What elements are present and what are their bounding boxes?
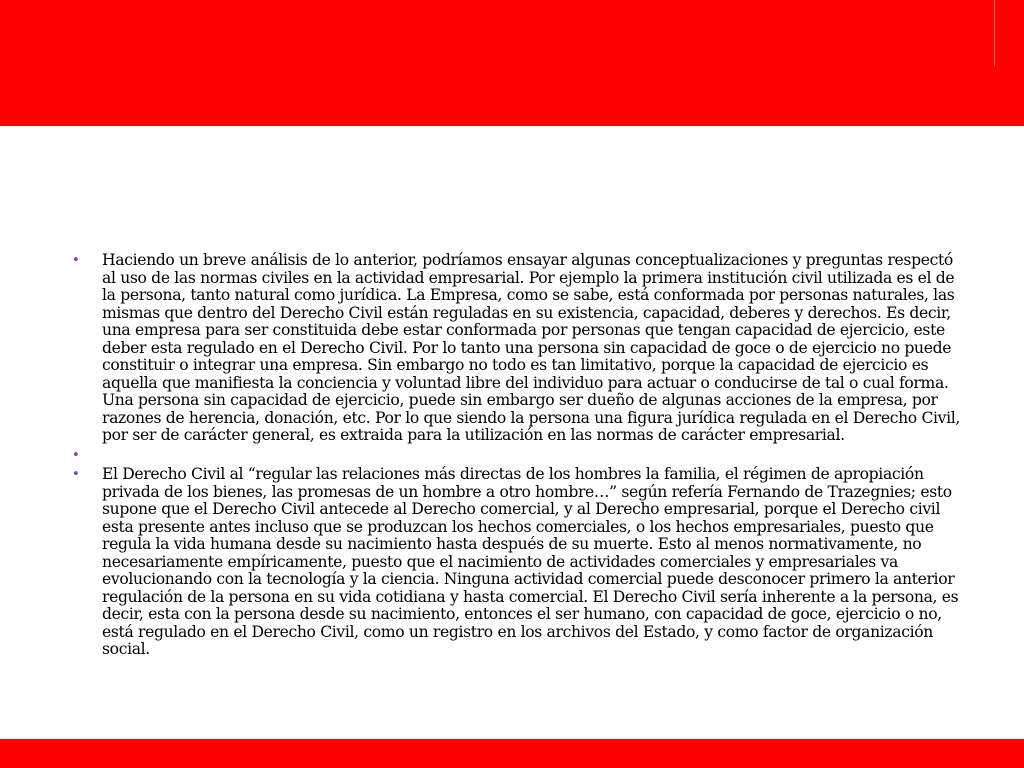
bottom-red-band bbox=[0, 739, 1024, 768]
bullet-icon: • bbox=[72, 253, 80, 268]
bullet-icon: • bbox=[72, 467, 80, 482]
paragraph-text: Haciendo un breve análisis de lo anterior, podríamos ensayar algunas conceptualizaciones y preguntas respectó al uso de las normas civiles en la actividad empresarial. Por ejemplo la primera institución civil utilizada es el de la persona, tanto natural como jurídica. La Empresa, como se sabe, está conformada por personas naturales, las mismas que dentro del Derecho Civil están reguladas en su existencia, capacidad, deberes y derechos. Es decir, una empresa para ser constituida debe estar conformada por personas que tengan capacidad de ejercicio, este deber esta regulado en el Derecho Civil. Por lo tanto una persona sin capacidad de goce o de ejercicio no puede constituir o integrar una empresa. Sin embargo no todo es tan limitativo, porque la capacidad de ejercicio es aquella que manifiesta la conciencia y voluntad libre del individuo para actuar o conducirse de tal o cual forma. Una persona sin capacidad de ejercicio, puede sin embargo ser dueño de algunas acciones de la empresa, por razones de herencia, donación, etc. Por lo que siendo la persona una figura jurídica regulada en el Derecho Civil, por ser de carácter general, es extraida para la utilización en las normas de carácter empresarial. bbox=[102, 251, 961, 444]
paragraph-text: El Derecho Civil al “regular las relaciones más directas de los hombres la familia, el régimen de apropiación privada de los bienes, las promesas de un hombre a otro hombre…” según refería Fernando de Trazegnies; esto supone que el Derecho Civil antecede al Derecho comercial, y al Derecho empresarial, porque el Derecho civil esta presente antes incluso que se produzcan los hechos comerciales, o los hechos empresariales, puesto que regula la vida humana desde su nacimiento hasta después de su muerte. Esto al menos normativamente, no necesariamente empíricamente, puesto que el nacimiento de actividades comerciales y empresariales va evolucionando con la tecnología y la ciencia. Ninguna actividad comercial puede desconocer primero la anterior regulación de la persona en su vida cotidiana y hasta comercial. El Derecho Civil sería inherente a la persona, es decir, esta con la persona desde su nacimiento, entonces el ser humano, con capacidad de goce, ejercicio o no, está regulado en el Derecho Civil, como un registro en los archivos del Estado, y como factor de organización social. bbox=[102, 465, 959, 658]
bullet-icon: • bbox=[72, 447, 80, 463]
bullet-paragraph-1 bbox=[72, 252, 962, 445]
bullet-list bbox=[72, 252, 962, 659]
top-band-divider-line bbox=[994, 0, 995, 66]
bullet-paragraph-2 bbox=[72, 466, 962, 659]
top-red-band bbox=[0, 0, 1024, 126]
slide-body bbox=[72, 252, 962, 659]
bullet-empty bbox=[72, 447, 962, 465]
